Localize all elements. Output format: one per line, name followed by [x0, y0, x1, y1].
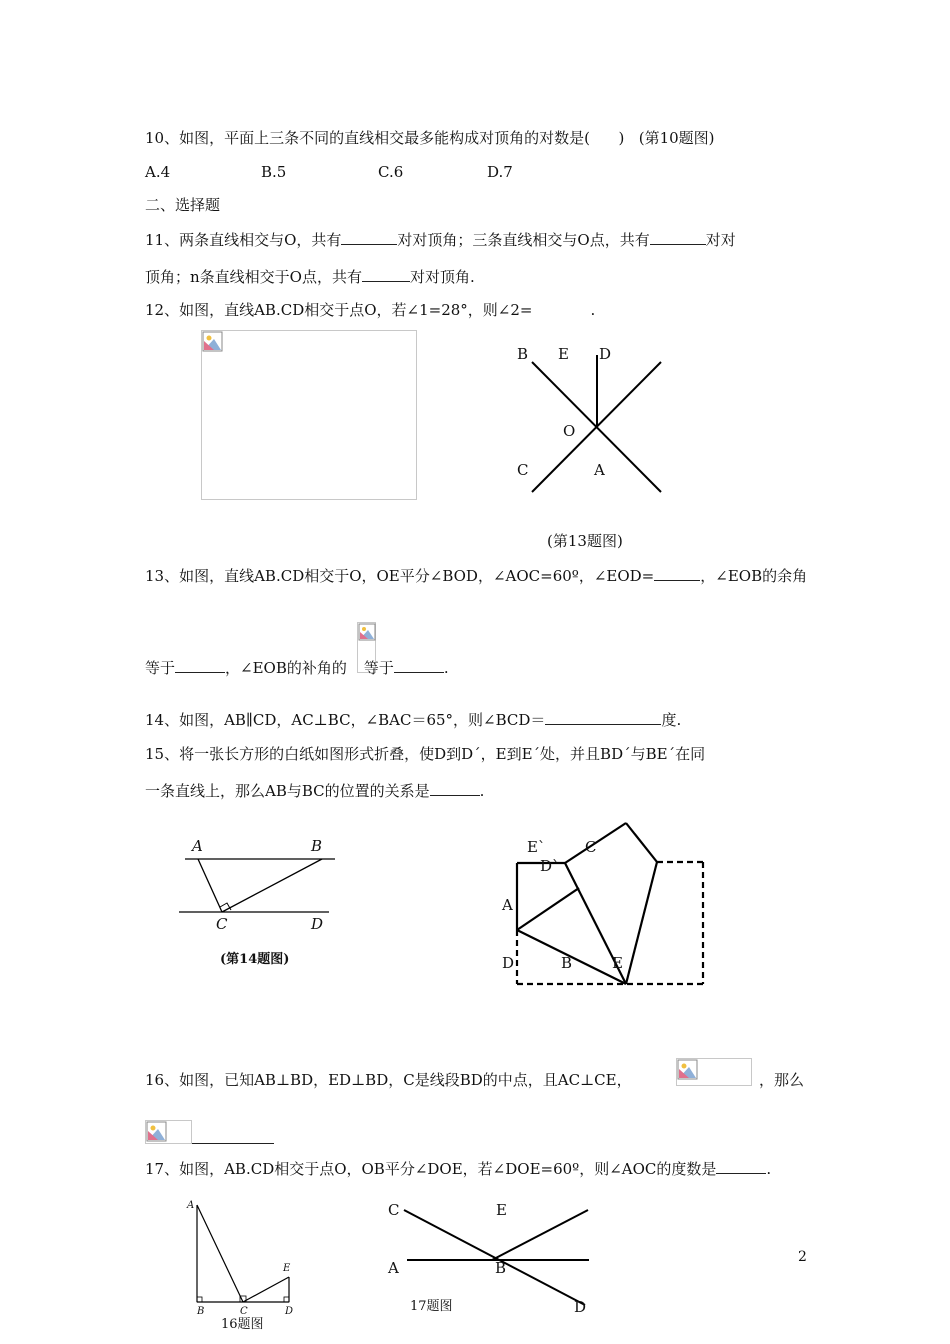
fig16-label-b: B — [197, 1306, 205, 1317]
q15-line1: 15、将一张长方形的白纸如图形式折叠，使D到D´，E到E´处，并且BD´与BE´在同 — [145, 745, 706, 763]
q17-text: 17、如图，AB.CD相交于点O，OB平分∠DOE，若∠DOE=60º，则∠AOC的度数是 . — [145, 1160, 772, 1178]
q16-blank[interactable] — [192, 1128, 274, 1144]
q13-line1: 13、如图，直线AB.CD相交于O，OE平分∠BOD，∠AOC=60º，∠EOD= ，∠EOB的余角 — [145, 567, 808, 585]
q13-blank-2[interactable] — [175, 657, 225, 673]
fig14-label-d: D — [311, 915, 324, 933]
q16-end: ，那么 — [759, 1071, 805, 1089]
q10-option-c: C.6 — [378, 163, 404, 181]
fig17-label-d: D — [574, 1298, 587, 1316]
fig13-diagram — [500, 340, 700, 510]
fig17-label-e: E — [496, 1201, 507, 1219]
fig16-label-a: A — [187, 1200, 195, 1211]
broken-image-icon — [677, 1059, 699, 1081]
q16-text: 16、如图，已知AB⊥BD，ED⊥BD，C是线段BD的中点，且AC⊥CE， — [145, 1071, 632, 1089]
q11-blank-2[interactable] — [650, 229, 706, 245]
q10-option-a: A.4 — [145, 163, 171, 181]
fig15-label-c: C — [585, 838, 597, 856]
fig14-caption: (第14题图) — [220, 952, 290, 967]
fig17-label-b: B — [495, 1259, 507, 1277]
broken-image-q16b — [145, 1120, 192, 1144]
page-number: 2 — [798, 1249, 807, 1265]
q15-line2: 一条直线上，那么AB与BC的位置的关系是 . — [145, 782, 485, 800]
section-heading: 二、选择题 — [145, 196, 221, 214]
fig13-caption: (第13题图) — [547, 532, 623, 550]
fig15-label-d: D — [502, 954, 515, 972]
q17-blank[interactable] — [716, 1158, 766, 1174]
q14-blank[interactable] — [545, 709, 661, 725]
fig16-label-e: E — [283, 1263, 291, 1274]
q13-blank-1[interactable] — [654, 565, 700, 581]
q10-text: 10、如图，平面上三条不同的直线相交最多能构成对顶角的对数是( ) (第10题图) — [145, 129, 715, 147]
q11-line1: 11、两条直线相交与O，共有 对对顶角；三条直线相交与O点，共有 对对 — [145, 231, 736, 249]
fig15-label-a: A — [502, 896, 513, 914]
fig16-label-c: C — [240, 1306, 248, 1317]
q10-option-d: D.7 — [487, 163, 513, 181]
q12-text: 12、如图，直线AB.CD相交于点O，若∠1=28°，则∠2= . — [145, 301, 596, 319]
q13-blank-3[interactable] — [394, 657, 444, 673]
fig17-label-c: C — [388, 1201, 400, 1219]
fig15-label-b: B — [561, 954, 573, 972]
q11-blank-1[interactable] — [341, 229, 397, 245]
fig14-label-b: B — [311, 837, 323, 855]
fig16-caption: 16题图 — [221, 1317, 264, 1332]
fig13-label-e: E — [558, 345, 569, 363]
broken-image-icon — [202, 331, 224, 353]
broken-image-q12 — [201, 330, 417, 500]
fig13-label-d: D — [599, 345, 612, 363]
fig14-label-a: A — [192, 837, 203, 855]
q10-option-b: B.5 — [261, 163, 287, 181]
broken-image-icon — [146, 1121, 168, 1143]
fig15-label-e-prime: E` — [527, 838, 546, 856]
fig14-label-c: C — [216, 915, 228, 933]
fig13-label-b: B — [517, 345, 529, 363]
q11-blank-3[interactable] — [362, 266, 410, 282]
q14-text: 14、如图，AB∥CD，AC⊥BC，∠BAC＝65°，则∠BCD＝ 度. — [145, 711, 682, 729]
fig16-label-d: D — [285, 1306, 294, 1317]
q11-line2: 顶角；n条直线相交于O点，共有 对对顶角. — [145, 268, 475, 286]
q15-blank[interactable] — [430, 780, 480, 796]
fig13-label-a: A — [594, 461, 605, 479]
fig17-caption: 17题图 — [410, 1299, 453, 1314]
fig17-label-a: A — [388, 1259, 399, 1277]
fig16-diagram — [185, 1195, 300, 1315]
fig15-label-e: E — [612, 954, 623, 972]
fig13-label-o: O — [563, 422, 576, 440]
broken-image-q16a — [676, 1058, 752, 1086]
q10-figure-caption: (第10题图) — [638, 129, 715, 147]
fig13-label-c: C — [517, 461, 529, 479]
fig15-label-d-prime: D` — [540, 857, 560, 875]
q13-line2: 等于 ，∠EOB的补角的 等于 . — [145, 659, 449, 677]
broken-image-icon — [358, 623, 376, 641]
